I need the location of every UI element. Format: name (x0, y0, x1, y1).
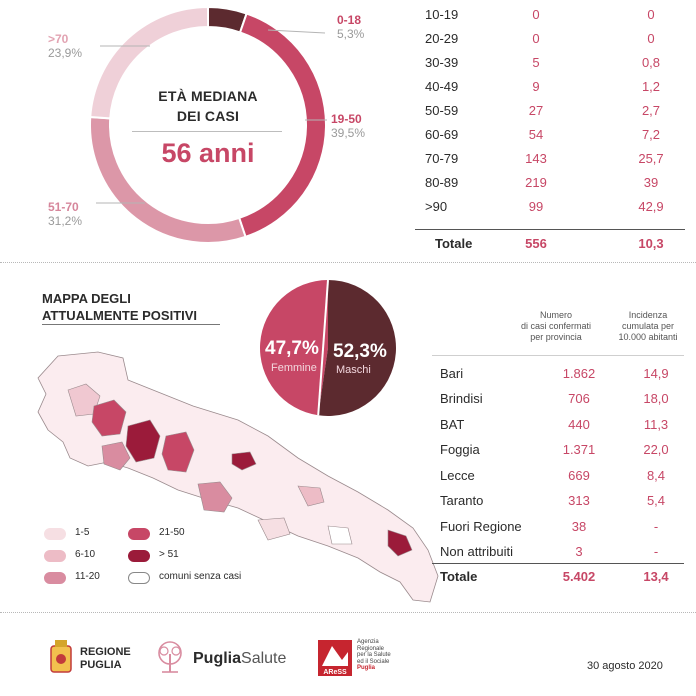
age-table-row (415, 50, 685, 74)
province-cell-rate: 8,4 (646, 467, 666, 483)
legend-label: 1-5 (75, 527, 90, 538)
aress-text-line: Puglia (357, 665, 376, 671)
province-table-row (432, 386, 684, 412)
age-cell-age: 30-39 (425, 54, 459, 70)
province-total-label: Totale (440, 568, 478, 584)
aress-text-line: per la Salute (357, 652, 391, 658)
province-cell-cases: 669 (568, 467, 590, 483)
province-cell-cases: 313 (568, 493, 590, 508)
donut-label-70 (48, 32, 82, 60)
province-cell-rate: 14,9 (643, 365, 669, 381)
donut-label-name: 0-18 (337, 13, 362, 27)
age-cell-rate: 25,7 (638, 150, 664, 166)
header-rate-line: 10.000 abitanti (618, 332, 678, 342)
province-header-rule (432, 355, 684, 356)
province-table-row (432, 437, 684, 463)
regione-line1: REGIONE (80, 646, 131, 658)
age-table-total-row (415, 231, 685, 255)
header-cases (512, 310, 600, 343)
female-label: Femmine (271, 362, 317, 374)
salute-word: Salute (241, 650, 287, 667)
province-total-row (432, 563, 684, 589)
province-cell-name: Brindisi (440, 391, 483, 406)
province-cell-name: BAT (440, 416, 465, 432)
donut-center-divider (132, 131, 282, 132)
province-cell-cases: 1.862 (562, 365, 596, 381)
age-total-cases: 556 (525, 235, 547, 251)
legend-swatch (128, 528, 150, 540)
age-cell-age: 40-49 (425, 78, 459, 94)
province-table-row (432, 411, 684, 437)
donut-label-pct: 5,3% (337, 27, 365, 41)
province-cell-rate: - (653, 544, 659, 559)
report-date: 30 agosto 2020 (587, 660, 663, 672)
donut-label-pct: 39,5% (331, 126, 366, 140)
donut-label-pct: 23,9% (48, 46, 83, 60)
province-cell-rate: 5,4 (646, 493, 666, 508)
donut-label-name: >70 (48, 32, 69, 46)
age-cell-rate: 0 (647, 6, 655, 22)
donut-label-name: 19-50 (331, 112, 362, 126)
province-total-cases: 5.402 (562, 568, 596, 584)
age-table-total-rule (415, 229, 685, 230)
donut-title-line1: ETÀ MEDIANA (158, 88, 258, 104)
province-table-row (432, 513, 684, 539)
map-title-underline (42, 324, 220, 325)
donut-slice-5170 (90, 117, 246, 243)
age-cell-rate: 42,9 (638, 198, 664, 214)
age-cell-cases: 54 (528, 126, 544, 142)
age-cell-rate: 7,2 (641, 126, 661, 142)
age-cell-cases: 99 (528, 198, 544, 214)
age-cell-rate: 0,8 (641, 54, 661, 70)
map-area-1-5 (258, 518, 290, 540)
aress-text-line: ed il Sociale (357, 658, 390, 665)
age-cell-cases: 143 (525, 150, 547, 166)
aress-text-line: Regionale (357, 645, 385, 652)
donut-title-line2: DEI CASI (176, 108, 240, 124)
age-total-label: Totale (435, 235, 473, 251)
header-cases-line: per provincia (530, 332, 582, 342)
header-rate (608, 310, 688, 343)
age-table-row (415, 194, 685, 218)
province-table-row (432, 488, 684, 514)
donut-label-19-50 (331, 112, 365, 140)
age-cell-rate: 2,7 (641, 102, 661, 118)
donut-center-title (128, 86, 288, 126)
header-cases-line: Numero (539, 310, 572, 320)
province-table-row (432, 539, 684, 565)
puglia-salute-tree-icon (152, 640, 188, 674)
legend-swatch (44, 528, 66, 540)
age-cell-cases: 9 (532, 78, 540, 94)
age-cell-age: 10-19 (425, 6, 459, 22)
aress-text-line: Agenzia (357, 639, 379, 645)
age-cell-cases: 0 (532, 30, 540, 46)
legend-label: 21-50 (159, 527, 185, 538)
header-cases-line: di casi confermati (520, 321, 592, 331)
map-title-line1: MAPPA DEGLI (42, 291, 131, 306)
age-table-row (415, 26, 685, 50)
province-cell-rate: 11,3 (643, 416, 669, 432)
age-total-rate: 10,3 (638, 235, 664, 251)
puglia-word: Puglia (193, 650, 242, 667)
legend-label: 11-20 (75, 571, 100, 582)
median-age-value: 56 anni (161, 138, 255, 168)
legend-swatch (44, 550, 66, 562)
province-cell-name: Foggia (440, 442, 480, 457)
age-cell-age: 70-79 (425, 150, 459, 166)
age-table-row (415, 170, 685, 194)
puglia-salute-wordmark (193, 650, 286, 668)
province-table-row (432, 462, 684, 488)
age-cell-age: 20-29 (425, 30, 459, 46)
donut-label-name: 51-70 (48, 200, 79, 214)
female-pct: 47,7% (265, 338, 319, 359)
male-pct: 52,3% (333, 341, 387, 362)
age-cell-rate: 39 (643, 174, 659, 190)
donut-label-0-18 (337, 13, 364, 41)
footer-divider (0, 612, 696, 613)
aress-text (357, 639, 391, 672)
province-cell-cases: 38 (571, 518, 587, 534)
age-cell-age: 60-69 (425, 126, 459, 142)
province-cell-name: Fuori Regione (440, 518, 522, 534)
regione-line2: PUGLIA (80, 659, 122, 671)
province-total-rate: 13,4 (643, 568, 669, 584)
legend-swatch (44, 572, 66, 584)
male-label: Maschi (336, 364, 371, 376)
province-cell-name: Bari (440, 365, 464, 381)
legend-swatch (128, 550, 150, 562)
age-cell-cases: 0 (532, 6, 540, 22)
donut-label-51-70 (48, 200, 82, 228)
province-cell-name: Taranto (440, 493, 484, 508)
age-cell-age: >90 (425, 198, 448, 214)
donut-label-pct: 31,2% (48, 214, 83, 228)
province-cell-rate: 22,0 (643, 442, 669, 457)
legend-label: 6-10 (75, 549, 96, 560)
map-title-line2: ATTUALMENTE POSITIVI (42, 308, 198, 323)
province-cell-cases: 440 (568, 416, 590, 432)
age-cell-age: 80-89 (425, 174, 459, 190)
age-cell-rate: 0 (647, 30, 655, 46)
age-table-row (415, 2, 685, 26)
province-cell-cases: 3 (575, 544, 583, 559)
province-cell-rate: 18,0 (643, 391, 669, 406)
aress-logo (318, 640, 352, 676)
section-divider (0, 262, 696, 263)
province-cell-cases: 1.371 (562, 442, 596, 457)
legend-label: comuni senza casi (159, 571, 242, 582)
regione-puglia-emblem (48, 640, 74, 674)
map-area-none (328, 526, 352, 544)
header-rate-line: Incidenza (628, 310, 668, 320)
legend-label: > 51 (159, 549, 179, 560)
age-table-row (415, 74, 685, 98)
regione-puglia-text (80, 646, 131, 672)
province-table-row (432, 360, 684, 386)
province-cell-name: Non attribuiti (440, 544, 513, 559)
province-cell-rate: - (653, 518, 659, 534)
legend-swatch (128, 572, 150, 584)
age-cell-cases: 5 (532, 54, 540, 70)
aress-logo-text: AReSS (323, 669, 347, 676)
header-rate-line: cumulata per (621, 321, 675, 331)
map-title (42, 290, 197, 324)
age-table-row (415, 98, 685, 122)
province-cell-name: Lecce (440, 467, 475, 483)
age-cell-cases: 219 (525, 174, 547, 190)
province-cell-cases: 706 (568, 391, 590, 406)
age-table-row (415, 146, 685, 170)
age-table-row (415, 122, 685, 146)
age-cell-cases: 27 (528, 102, 544, 118)
age-cell-age: 50-59 (425, 102, 459, 118)
age-cell-rate: 1,2 (641, 78, 661, 94)
